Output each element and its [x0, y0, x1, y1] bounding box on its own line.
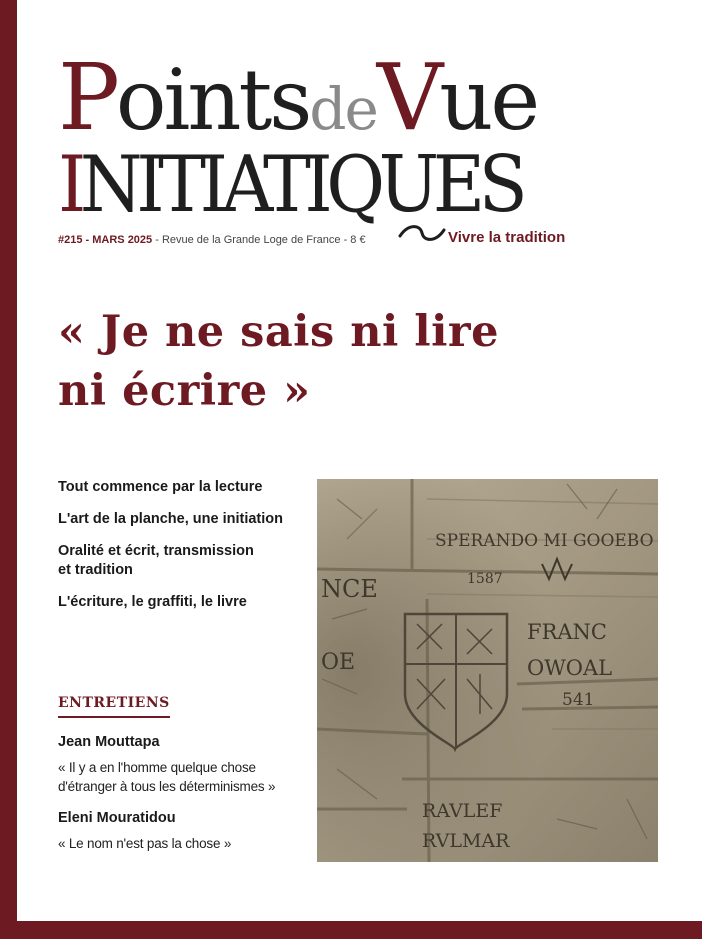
interviews-section — [58, 694, 308, 853]
bottom-border-bar — [0, 921, 702, 939]
toc-item: Oralité et écrit, transmission et tradition — [58, 543, 254, 578]
tagline: Vivre la tradition — [448, 229, 566, 246]
masthead-text-oints: oints — [115, 51, 310, 149]
headline-line-2: ni écrire » — [58, 366, 311, 416]
toc-item: Tout commence par la lecture — [58, 479, 263, 495]
masthead-text-de: de — [309, 75, 377, 143]
inscription-text: NCE — [321, 575, 378, 603]
toc-item: L'art de la planche, une initiation — [58, 511, 284, 527]
inscription-text: SPERANDO MI GOOEBO — [435, 531, 654, 551]
table-of-contents — [58, 478, 308, 625]
masthead-letter-p: P — [58, 44, 116, 151]
masthead-logo — [58, 44, 618, 232]
left-border-bar — [0, 0, 17, 939]
inscription-text: OE — [321, 650, 356, 675]
issue-number: #215 - MARS 2025 — [58, 234, 153, 246]
masthead-title-initiatiques — [58, 140, 522, 230]
headline-line-1: « Je ne sais ni lire — [58, 307, 499, 357]
toc-item: L'écriture, le graffiti, le livre — [58, 594, 247, 610]
inscription-text: OWOAL — [527, 656, 613, 680]
interview-quote: « Le nom n'est pas la chose » — [58, 836, 232, 851]
stone-graffiti-photo — [317, 479, 658, 862]
masthead-title-points-de-vue — [58, 44, 538, 151]
issue-description: - Revue de la Grande Loge de France - 8 € — [152, 234, 366, 246]
masthead-letter-i: I — [58, 140, 80, 230]
interview-name: Eleni Mouratidou — [58, 810, 176, 826]
inscription-text: 541 — [562, 690, 595, 710]
inscription-text: RAVLEF — [422, 800, 503, 822]
issue-info — [58, 234, 366, 246]
interview-name: Jean Mouttapa — [58, 734, 160, 750]
swash-ornament-icon — [398, 222, 446, 244]
cover-headline — [58, 303, 499, 421]
masthead-text-nitiatiques: NITIATIQUES — [79, 140, 522, 230]
masthead-letter-v: V — [376, 44, 440, 151]
inscription-text: FRANC — [527, 620, 607, 644]
masthead-text-ue: ue — [439, 51, 538, 149]
interview-quote: « Il y a en l'homme quelque chose d'étranger à tous les déterminismes » — [58, 760, 276, 794]
inscription-text: 1587 — [467, 571, 503, 587]
interviews-heading: ENTRETIENS — [58, 695, 170, 718]
inscription-text: RVLMAR — [422, 830, 510, 852]
